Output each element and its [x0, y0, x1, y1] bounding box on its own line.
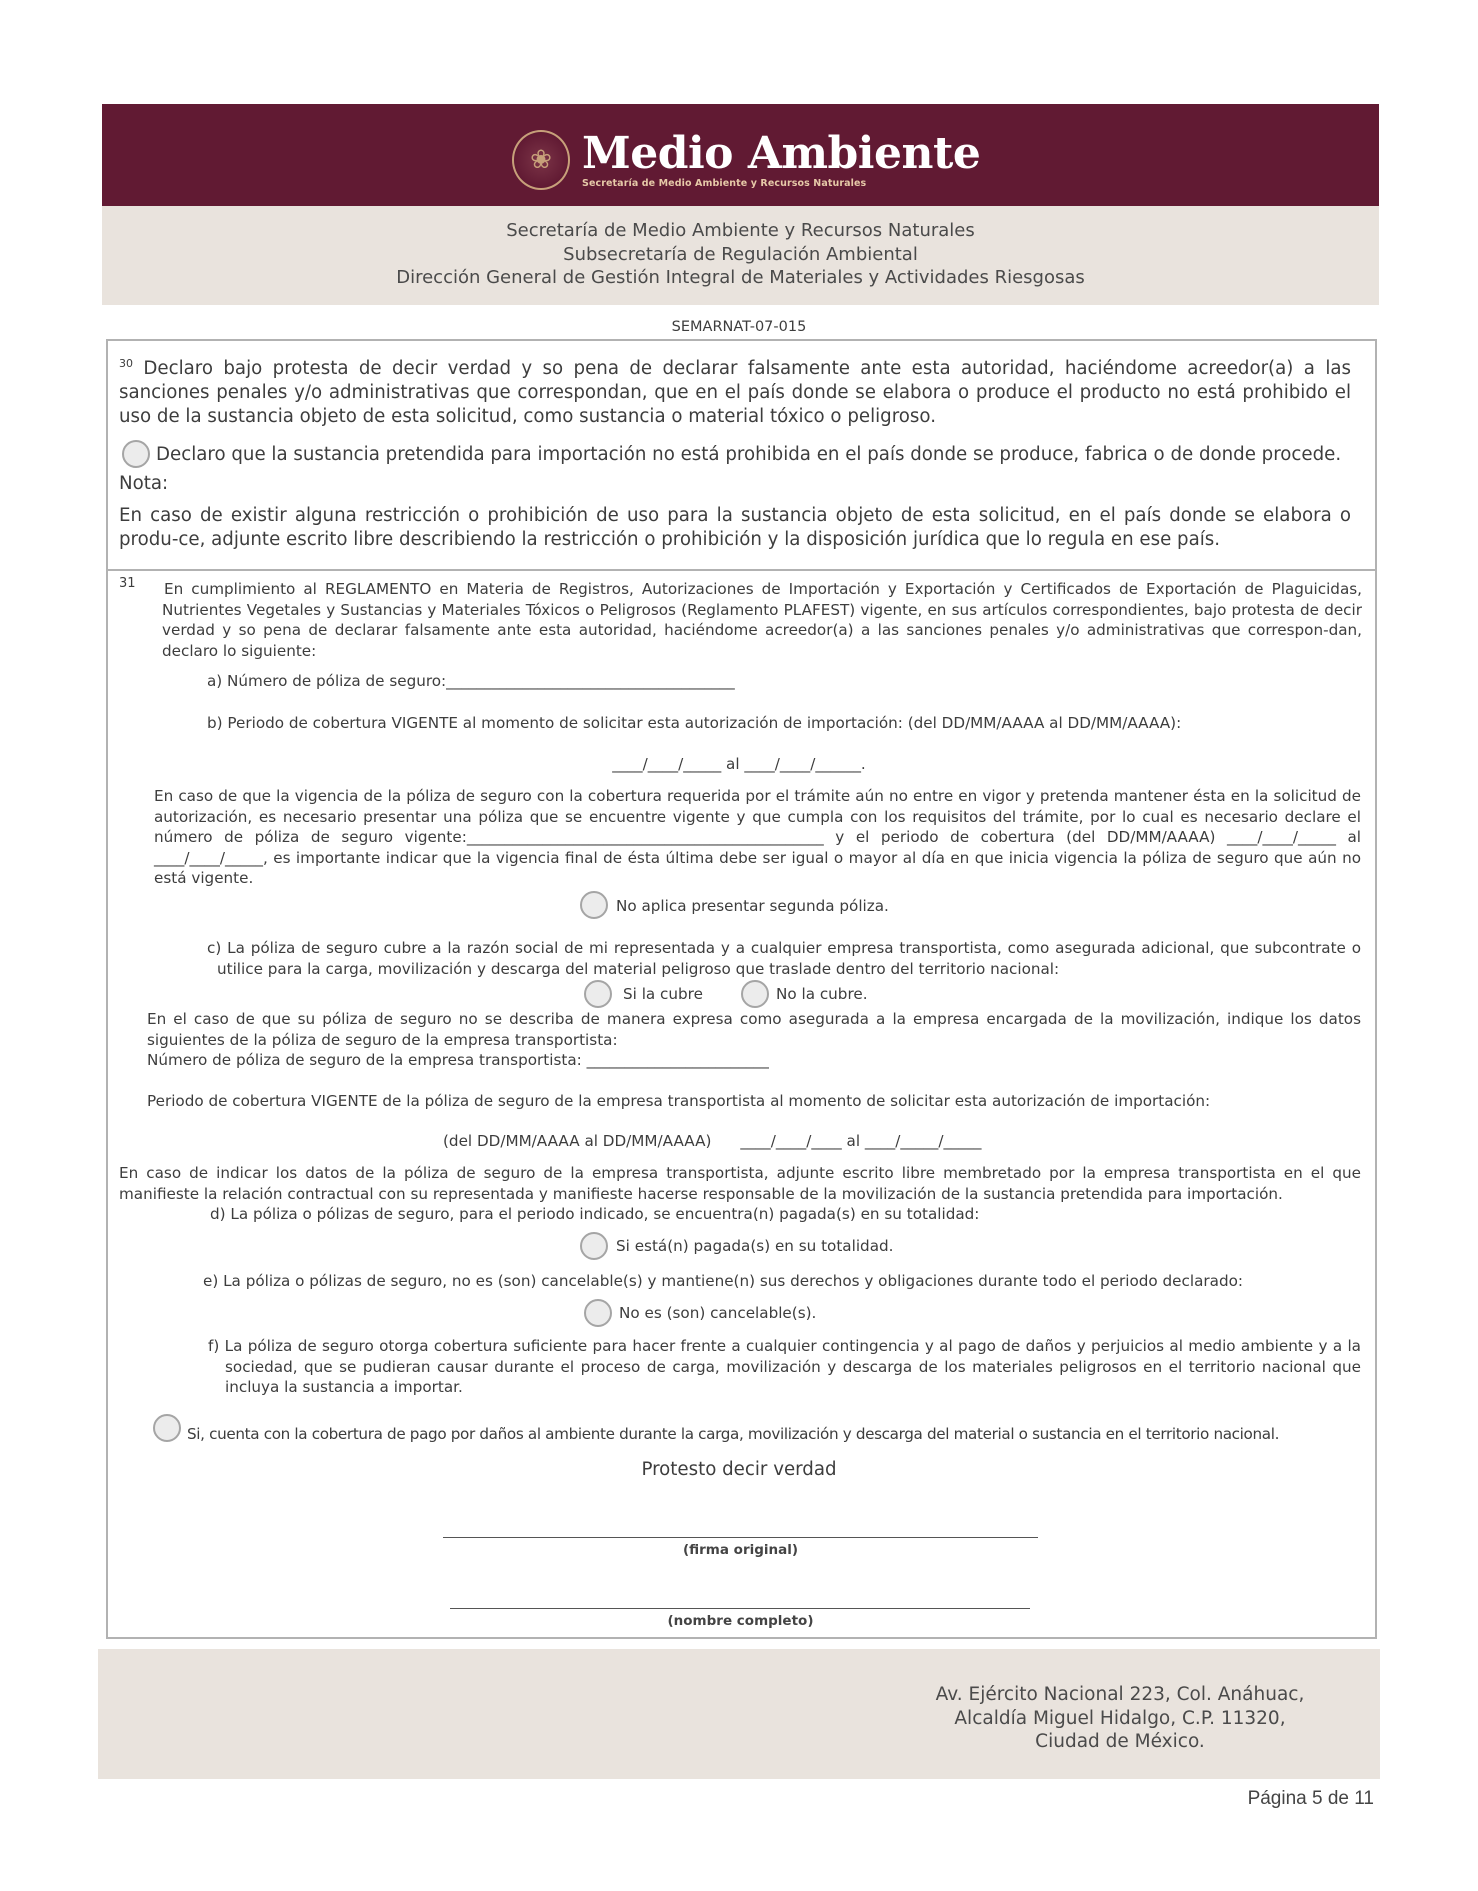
org-line: Secretaría de Medio Ambiente y Recursos Naturales [506, 220, 975, 241]
address-line: Ciudad de México. [1035, 1731, 1205, 1752]
carrier-period-dates[interactable]: (del DD/MM/AAAA al DD/MM/AAAA) ____/____/____ al ____/_____/_____ [443, 1132, 982, 1150]
logo-title: Medio Ambiente [582, 127, 981, 179]
radio-paid[interactable] [580, 1232, 608, 1260]
page-number: Página 5 de 11 [1247, 1788, 1374, 1809]
address-line: Alcaldía Miguel Hidalgo, C.P. 11320, [954, 1707, 1286, 1729]
full-name-line[interactable] [450, 1608, 1030, 1609]
section-31-intro: En cumplimiento al REGLAMENTO en Materia de Registros, Autorizaciones de Importación y Exportación y Certificados de Exportación de Plaguicidas, Nutrientes Vegetales y Sustancias y Materiales Tóxicos o Peligrosos (Reglamento PLAFEST) vigente, en sus artículos correspondientes, bajo protesta de decir verdad y so pena de declarar falsamente ante esta autoridad, haciéndome acreedor(a) a las sanciones penales y/o administrativas que correspon-dan, declaro lo siguiente: [162, 580, 1362, 660]
radio-no-second-policy-label: No aplica presentar segunda póliza. [616, 897, 889, 915]
radio-non-cancelable-label: No es (son) cancelable(s). [619, 1304, 817, 1322]
radio-paid-label: Si está(n) pagada(s) en su totalidad. [616, 1237, 894, 1255]
radio-covers-no-label: No la cubre. [776, 985, 868, 1003]
radio-covers-yes[interactable] [584, 980, 612, 1008]
national-seal-icon: ❀ [512, 130, 570, 190]
radio-non-cancelable[interactable] [584, 1299, 612, 1327]
radio-covers-no[interactable] [741, 980, 769, 1008]
address [920, 1683, 1320, 1754]
radio-not-prohibited[interactable] [122, 440, 150, 468]
signature-label: (firma original) [682, 1542, 799, 1558]
radio-no-second-policy[interactable] [580, 891, 608, 919]
item-d-text: d) La póliza o pólizas de seguro, para el periodo indicado, se encuentra(n) pagada(s) en su totalidad: [210, 1205, 980, 1223]
note-text: En caso de existir alguna restricción o prohibición de uso para la sustancia objeto de esta solicitud, en el país donde se elabora o produ-ce, adjunte escrito libre describiendo la restricción o prohibición y la disposición jurídica que lo regula en ese país. [119, 505, 1351, 550]
org-line: Subsecretaría de Regulación Ambiental [563, 243, 918, 265]
signature-line[interactable] [443, 1537, 1038, 1538]
full-name-label: (nombre completo) [667, 1613, 814, 1629]
org-line: Dirección General de Gestión Integral de Materiales y Actividades Riesgosas [396, 267, 1085, 288]
logo-subtitle: Secretaría de Medio Ambiente y Recursos Naturales [582, 177, 867, 189]
item-c-text: c) La póliza de seguro cubre a la razón social de mi representada y a cualquier empresa transportista, como asegurada adicional, que subcontrate o utilice para la carga, movilización y descarga del material peligroso que traslade dentro del territorio nacional: [207, 939, 1361, 978]
protest-label: Protesto decir verdad [641, 1459, 837, 1480]
section-30-statement: $^{30}$ Declaro bajo protesta de decir verdad y so pena de declarar falsamente ante esta autoridad, haciéndome acreedor(a) a las sanciones penales y/o administrativas que correspondan, que en el país donde se elabora o produce el producto no está prohibido el uso de la sustancia objeto de esta solicitud, como sustancia o material tóxico o peligroso. [119, 356, 1351, 427]
section-number: 31 [119, 576, 136, 591]
coverage-period-dates[interactable]: ____/____/_____ al ____/____/______. [612, 755, 866, 773]
radio-not-prohibited-label: Declaro que la sustancia pretendida para importación no está prohibida en el país donde se produce, fabrica o de donde procede. [156, 444, 1342, 465]
item-f-text: f) La póliza de seguro otorga cobertura suficiente para hacer frente a cualquier contingencia y al pago de daños y perjuicios al medio ambiente y a la sociedad, que se pudieran causar durante el proceso de carga, movilización y descarga de los materiales peligrosos en el territorio nacional que incluya la sustancia a importar. [208, 1337, 1361, 1397]
radio-covers-yes-label: Si la cubre [623, 985, 703, 1003]
section-number: 30 [119, 356, 133, 370]
second-policy-text: En caso de que la vigencia de la póliza de seguro con la cobertura requerida por el trámite aún no entre en vigor y pretenda mantener ésta en la solicitud de autorización, es necesario presentar una póliza que se encuentre vigente y que cumpla con los requisitos del trámite, por lo cual es necesario declare el número de póliza de seguro vigente:_______________________________________________ y el periodo de cobertura (del DD/MM/AAAA) ____/____/_____ al ____/____/_____, es importante indicar que la vigencia final de ésta última debe ser igual o mayor al día en que inicia vigencia la póliza de seguro que aún no está vigente. [154, 787, 1361, 888]
form-code: SEMARNAT-07-015 [671, 319, 807, 335]
carrier-text: En el caso de que su póliza de seguro no se describa de manera expresa como asegurada a la empresa encargada de la movilización, indique los datos siguientes de la póliza de seguro de la empresa transportista: [147, 1010, 1361, 1049]
carrier-policy-field[interactable]: Número de póliza de seguro de la empresa transportista: ________________________ [147, 1051, 769, 1069]
organization-heading [102, 206, 1379, 305]
carrier-period-label: Periodo de cobertura VIGENTE de la póliza de seguro de la empresa transportista al momento de solicitar esta autorización de importación: [147, 1092, 1211, 1110]
carrier-attach-text: En caso de indicar los datos de la póliza de seguro de la empresa transportista, adjunte escrito libre membretado por la empresa transportista en el que manifieste la relación contractual con su representada y manifieste hacerse responsable de la movilización de la sustancia pretendida para importación. [119, 1164, 1361, 1203]
note-label: Nota: [119, 473, 169, 494]
coverage-period-label: b) Periodo de cobertura VIGENTE al momento de solicitar esta autorización de importación: (del DD/MM/AAAA al DD/MM/AAAA): [207, 714, 1182, 732]
logo [512, 128, 980, 192]
item-e-text: e) La póliza o pólizas de seguro, no es (son) cancelable(s) y mantiene(n) sus derechos y obligaciones durante todo el periodo declarado: [203, 1272, 1244, 1290]
radio-damage-coverage[interactable] [153, 1414, 181, 1442]
policy-number-field[interactable]: a) Número de póliza de seguro:______________________________________ [207, 672, 735, 690]
radio-damage-coverage-label: Si, cuenta con la cobertura de pago por daños al ambiente durante la carga, movilización y descarga del material o sustancia en el territorio nacional. [187, 1425, 1280, 1443]
address-line: Av. Ejército Nacional 223, Col. Anáhuac, [935, 1684, 1305, 1705]
